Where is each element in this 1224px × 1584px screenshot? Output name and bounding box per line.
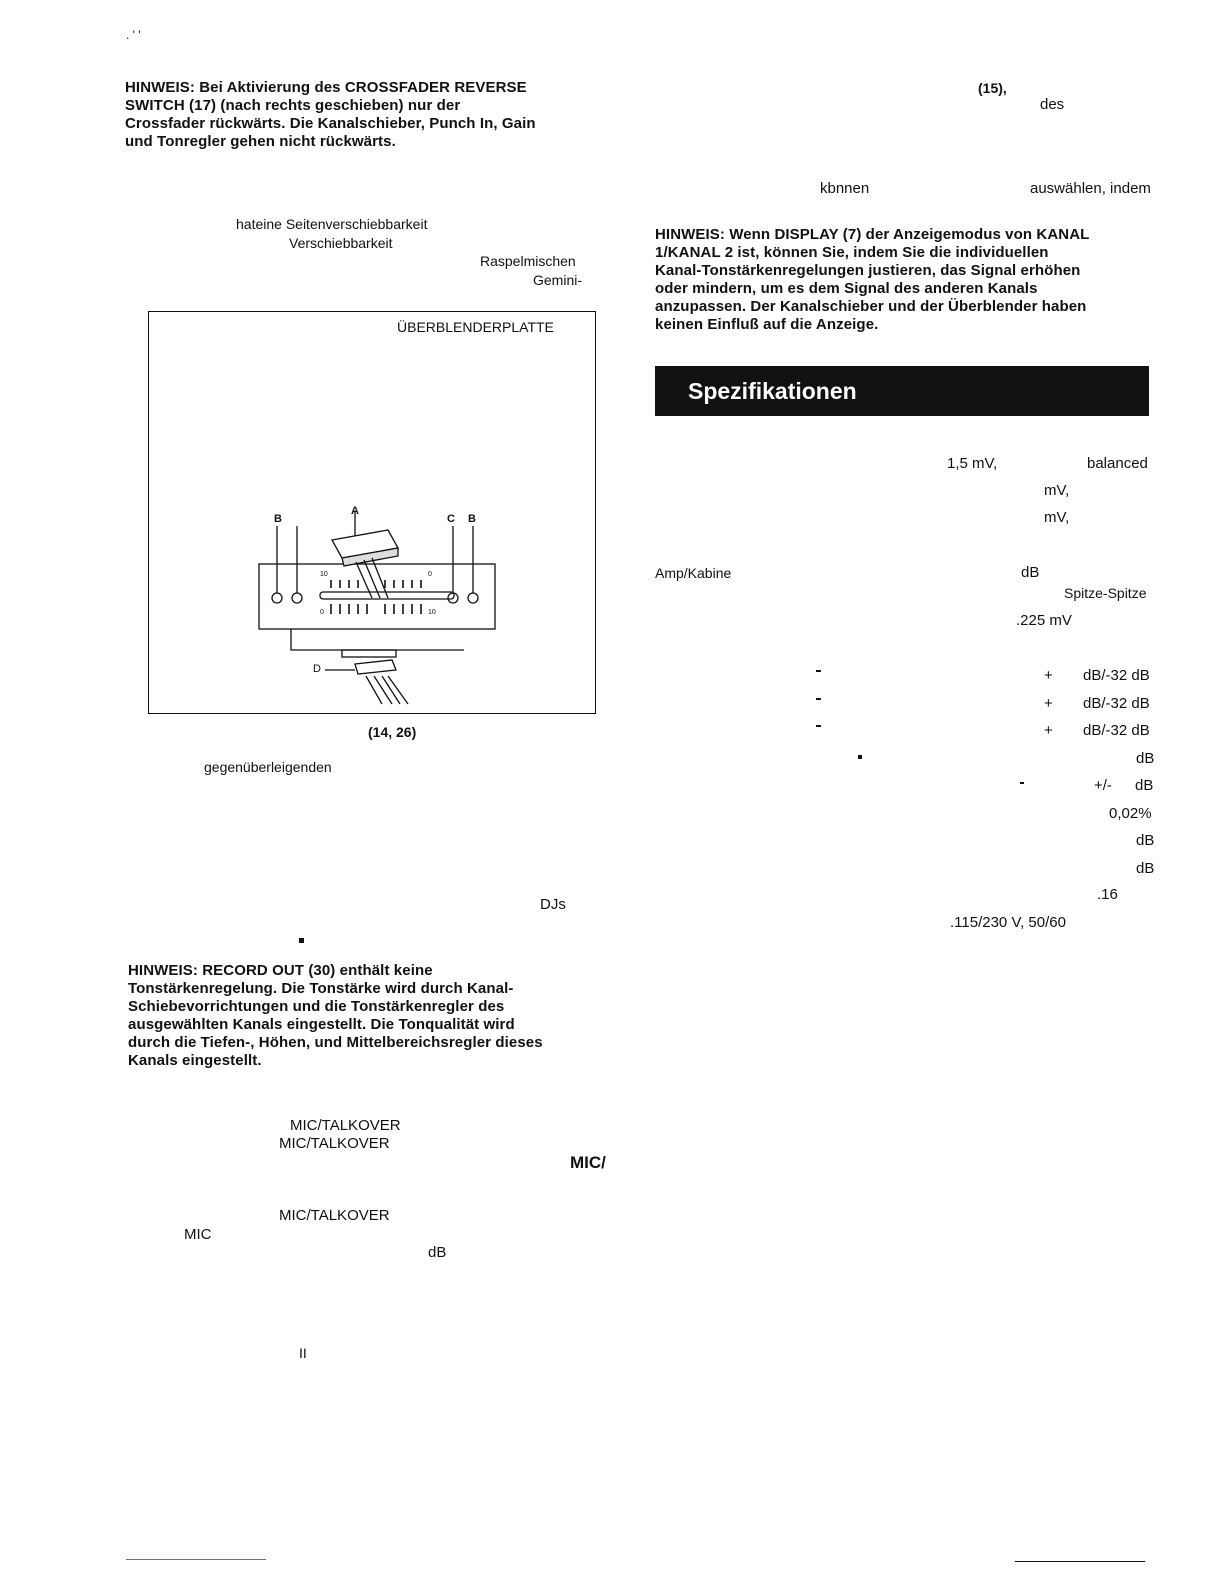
spec-label-amp-kabine: Amp/Kabine xyxy=(655,565,732,581)
spec-dash xyxy=(816,698,821,700)
fragment-gemini: Gemini- xyxy=(533,272,583,288)
note2-line: Schiebevorrichtungen und die Tonstärkenregler des xyxy=(128,998,505,1015)
note3-line: keinen Einfluß auf die Anzeige. xyxy=(655,316,879,333)
bullet-mark xyxy=(299,938,304,943)
note-display-mode xyxy=(655,226,1089,334)
fragment-ref-15: (15), xyxy=(978,80,1007,96)
note2-line: durch die Tiefen-, Höhen, und Mittelbereichsregler dieses xyxy=(128,1034,543,1051)
fragment-raspelmischen: Raspelmischen xyxy=(480,253,576,269)
fragment-db: dB xyxy=(428,1244,447,1261)
spec-value: dB xyxy=(1136,832,1155,849)
spec-value: .225 mV xyxy=(1016,612,1072,629)
fragment-djs: DJs xyxy=(540,896,566,913)
spec-value: .16 xyxy=(1097,886,1118,903)
fragment-koennen: kbnnen xyxy=(820,180,870,197)
spec-value: balanced xyxy=(1087,455,1148,472)
specifications-heading: Spezifikationen xyxy=(688,378,857,404)
fragment-mic-talkover-2: MIC/TALKOVER xyxy=(279,1135,390,1152)
spec-dot xyxy=(858,755,862,759)
fragment-mic-talkover-3: MIC/TALKOVER xyxy=(279,1207,390,1224)
note2-line: Kanals eingestellt. xyxy=(128,1052,262,1069)
note3-line: anzupassen. Der Kanalschieber und der Überblender haben xyxy=(655,298,1087,315)
figure-title: ÜBERBLENDERPLATTE xyxy=(397,319,554,335)
spec-value: dB/-32 dB xyxy=(1083,695,1150,712)
figure-label-b-right: B xyxy=(468,513,476,525)
scale-label-bottom-left: 0 xyxy=(320,609,324,616)
note1-line: Crossfader rückwärts. Die Kanalschieber, Punch In, Gain xyxy=(125,115,536,132)
note1-line: und Tonregler gehen nicht rückwärts. xyxy=(125,133,396,150)
spec-value: dB/-32 dB xyxy=(1083,722,1150,739)
footer-rule-left xyxy=(126,1559,266,1560)
note3-line: HINWEIS: Wenn DISPLAY (7) der Anzeigemodus von KANAL xyxy=(655,226,1090,243)
spec-dash xyxy=(816,725,821,727)
spec-value: dB xyxy=(1021,564,1040,581)
fragment-auswaehlen: auswählen, indem xyxy=(1030,180,1151,197)
spec-value: Spitze-Spitze xyxy=(1064,585,1147,601)
crossfader-plate-figure xyxy=(148,311,596,714)
spec-plus: + xyxy=(1044,722,1053,739)
fragment-verschiebbarkeit: Verschiebbarkeit xyxy=(289,235,393,251)
fragment-ii: II xyxy=(299,1345,307,1361)
header-marks: . ' ' xyxy=(126,28,141,42)
figure-label-c: C xyxy=(447,513,455,525)
spec-value: dB xyxy=(1136,860,1155,877)
note1-line: HINWEIS: Bei Aktivierung des CROSSFADER REVERSE xyxy=(125,79,527,96)
spec-value: mV, xyxy=(1044,509,1070,526)
scale-label-top-right: 0 xyxy=(428,571,432,578)
note-record-out xyxy=(128,962,543,1070)
footer-rule-right xyxy=(1015,1561,1145,1562)
fragment-gegenueberleigenden: gegenüberleigenden xyxy=(204,759,332,775)
spec-dash xyxy=(1020,782,1024,784)
spec-value: mV, xyxy=(1044,482,1070,499)
spec-value: dB xyxy=(1135,777,1154,794)
figure-label-d: D xyxy=(313,663,321,675)
spec-value: +/- xyxy=(1094,777,1112,794)
fragment-mic-slash: MIC/ xyxy=(570,1153,606,1172)
spec-power: .115/230 V, 50/60 xyxy=(950,914,1066,931)
scale-label-bottom-right: 10 xyxy=(428,609,436,616)
spec-dash xyxy=(816,670,821,672)
fragment-des: des xyxy=(1040,96,1065,113)
note3-line: oder mindern, um es dem Signal des anderen Kanals xyxy=(655,280,1038,297)
note2-line: Tonstärkenregelung. Die Tonstärke wird durch Kanal- xyxy=(128,980,514,997)
spec-value: 0,02% xyxy=(1109,805,1152,822)
note2-line: ausgewählten Kanals eingestellt. Die Tonqualität wird xyxy=(128,1016,515,1033)
specifications-heading-bar xyxy=(655,366,1149,416)
figure-label-b-left: B xyxy=(274,513,282,525)
fragment-mic-talkover-1: MIC/TALKOVER xyxy=(290,1117,401,1134)
note3-line: 1/KANAL 2 ist, können Sie, indem Sie die individuellen xyxy=(655,244,1049,261)
note1-line: SWITCH (17) (nach rechts geschieben) nur der xyxy=(125,97,461,114)
spec-plus: + xyxy=(1044,695,1053,712)
figure-caption-ref: (14, 26) xyxy=(368,724,417,740)
note-crossfader-reverse xyxy=(125,79,536,151)
figure-label-a: A xyxy=(351,505,359,517)
note3-line: Kanal-Tonstärkenregelungen justieren, das Signal erhöhen xyxy=(655,262,1081,279)
note2-line: HINWEIS: RECORD OUT (30) enthält keine xyxy=(128,962,433,979)
spec-value: dB/-32 dB xyxy=(1083,667,1150,684)
spec-plus: + xyxy=(1044,667,1053,684)
fragment-seitenverschiebbarkeit: hateine Seitenverschiebbarkeit xyxy=(236,216,428,232)
spec-value: dB xyxy=(1136,750,1155,767)
fragment-mic: MIC xyxy=(184,1226,212,1243)
scale-label-top-left: 10 xyxy=(320,571,328,578)
spec-value: 1,5 mV, xyxy=(947,455,998,472)
